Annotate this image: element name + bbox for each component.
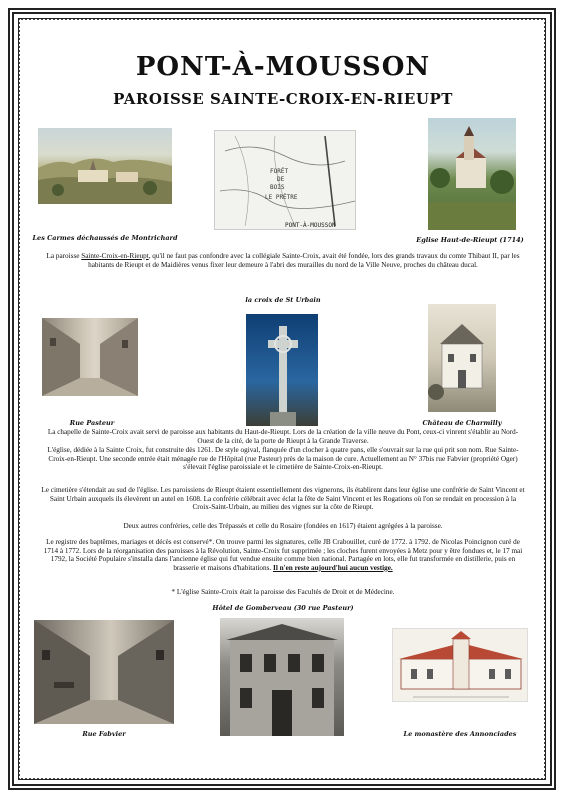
croix-illustration <box>246 314 318 426</box>
map-illustration <box>215 131 356 230</box>
registre-text: Le registre des baptêmes, mariages et décès est conservé*. On trouve parmi les signatures, celle JB Crabouillet, curé de 1772. à 1792. de Nicolas Poincignon curé de 1714 à 1772. Lors de la réorganisation des paroisses à la Révolution, Sainte-Croix fut supprimée ; les cloches furent envoyées à Metz pour y être fondues et, le 17 mai 1792, la Société Populaire s'installa dans l'ancienne église qui fut vendue ensuite comme bien national. Partagée en lots, elle fut transformée en distillerie, puis en brasserie et maisons d'habitations. <box>43 538 523 572</box>
paragraph-registre <box>40 538 526 572</box>
paragraph-chapelle: La chapelle de Sainte-Croix avait servi de paroisse aux habitants du Haut-de-Rieupt. Lors de la création de la ville neuve du Pont, ceux-ci vinrent s'établir au Nord-Ouest de la cité, de la porte de Rieupt à la Grande Traverse. <box>47 428 519 445</box>
map-label-de: DE <box>277 176 285 183</box>
map-label-pont: PONT-À-MOUSSON <box>285 222 336 229</box>
monastere-illustration <box>393 629 528 702</box>
intro-link-sainte-croix[interactable]: Sainte-Croix-en-Rieupt <box>81 252 149 260</box>
map-label-bois: BOIS <box>270 184 285 191</box>
image-monastere-annonciades <box>392 628 528 702</box>
caption-charmilly: Château de Charmilly <box>422 419 502 427</box>
caption-croix: la croix de St Urbain <box>245 296 321 304</box>
map-label-foret: FORÊT <box>270 168 289 175</box>
image-eglise-painting <box>428 118 516 230</box>
registre-conclusion: Il n'en reste aujourd'hui aucun vestige. <box>273 563 393 572</box>
paragraph-confreries: Deux autres confréries, celle des Trépassés et celle du Rosaire (fondées en 1617) étaient agrégées à la paroisse. <box>123 522 443 530</box>
caption-carmes: Les Carmes déchaussés de Montrichard <box>32 234 178 242</box>
page-title: PONT-À-MOUSSON <box>135 52 431 82</box>
paragraph-eglise: L'église, dédiée à la Sainte Croix, fut construite dès 1261. De style ogival, flanquée d'un clocher à quatre pans, elle s'ouvrait sur la rue qui prit son nom. Rue Sainte-Croix-en-Rieupt. Une seconde entrée était ménagée rue de l'Hôpital (rue Pasteur) près de la maison de cure. Actuellement au N° 37bis rue Fabvier (propriété Oger) s'élevait l'église paroissiale et le cimetière de Sainte-Croix-en-Rieupt. <box>47 446 519 472</box>
map-label-pretre: LE PRÊTRE <box>265 194 298 201</box>
paragraph-intro <box>40 252 526 269</box>
image-carmes-painting <box>38 128 172 204</box>
paragraph-cimetiere: Le cimetière s'étendait au sud de l'église. Les paroissiens de Rieupt étaient essentiellement des vignerons, ils établirent dans leur église une confrérie de Saint Vincent et Saint Urbain auxquels ils élevèrent un autel en 1608. La confrérie célébrait avec éclat la fête de Saint Vincent et les Rogations où l'on se rendait en procession à la Croix-Saint-Urbain, au milieu des vignes sur la côte de Rieupt. <box>41 486 525 512</box>
rue-pasteur-illustration <box>42 318 138 396</box>
image-rue-fabvier <box>34 620 174 724</box>
intro-text-start: La paroisse <box>46 252 82 260</box>
page-subtitle: PAROISSE SAINTE-CROIX-EN-RIEUPT <box>113 90 453 108</box>
chateau-illustration <box>428 304 496 412</box>
image-hotel-gomberveau <box>220 618 344 736</box>
footnote: * L'église Sainte-Croix était la paroisse des Facultés de Droit et de Médecine. <box>171 588 395 596</box>
image-rue-pasteur <box>42 318 138 396</box>
image-chateau-charmilly <box>428 304 496 412</box>
eglise-illustration <box>428 118 516 230</box>
intro-text-rest: , qu'il ne faut pas confondre avec la collégiale Sainte-Croix, avait été fondée, lors des grands travaux du comte Thibaut II, par les habitants de Rieupt et de Maidières venus fixer leur demeure à l'abri des murailles du nord de la Ville Neuve, proches du château ducal. <box>88 252 520 269</box>
caption-eglise: Eglise Haut-de-Rieupt (1714) <box>416 236 524 244</box>
caption-gomberveau: Hôtel de Gomberveau (30 rue Pasteur) <box>212 604 354 612</box>
image-croix-st-urbain <box>246 314 318 426</box>
image-map <box>214 130 356 230</box>
caption-pasteur: Rue Pasteur <box>69 419 115 427</box>
gomberveau-illustration <box>220 618 344 736</box>
carmes-illustration <box>38 128 172 204</box>
rue-fabvier-illustration <box>34 620 174 724</box>
caption-annonciades: Le monastère des Annonciades <box>403 730 517 738</box>
caption-fabvier: Rue Fabvier <box>82 730 126 738</box>
